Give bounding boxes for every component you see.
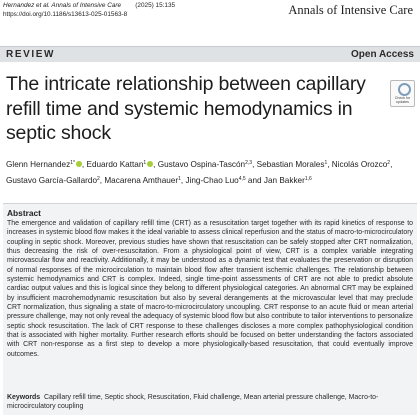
author-affiliation: 1,6 (304, 176, 312, 182)
author-affiliation: 4,5 (238, 176, 246, 182)
article-header (3, 2, 417, 26)
orcid-icon[interactable] (147, 161, 153, 167)
author-name-text: Macarena Amthauer (104, 176, 179, 185)
author-name-text: Jing-Chao Luo (185, 176, 239, 185)
journal-name: Annals of Intensive Care (288, 3, 413, 17)
author-list: Glenn Hernandez$^{1*}$ , Eduardo Kattan$^1$ , Gustavo Ospina-Tascón$^{2,3}$, Sebastian Morales$^1$, Nicolás Orozco$^2$, Gustavo García-Gallardo$^2$, Macarena Amthauer$^1$, Jing-Chao Luo$^{4,5}$ and Jan Bakker$^{1,6}$ (6, 160, 393, 185)
author-affiliation: 2,3 (245, 160, 253, 166)
author-name-text: Sebastian Morales (256, 160, 325, 169)
abstract-text: The emergence and validation of capillary refill time (CRT) as a resuscitation target together with its rapid kinetics of response to increases in systemic blood flow makes it the ideal variable to assess clinical reperfusion and the status of macro-to-microcirculatory coupling in septic shock. Moreover, previous studies have shown that resuscitation can be safely stopped after CRT normalization, thus decreasing the risk of over-resuscitation. From a physiological point of view, CRT is a complex variable integrating microvascular flow and reactivity. Additionally, it may be understood as a dynamic test that evaluates the preservation or disruption of normal responses of the microcirculation to maintain blood flow after transient ischemic challenges. The relationship between systemic hemodynamics and CRT is complex. Indeed, single time-point assessments of CRT are not able to predict absolute cardiac output values and this is logical since they belong to different physiological categories. An abnormal CRT may be explained by insufficient macrohemodynamic resuscitation but also by several derangements at the microvascular level that may preclude CRT normalization, thus signaling a state of macro-to-microcirculatory uncoupling. CRT response to an acute fluid or mean arterial pressure challenge, may not only reveal the adequacy of systemic blood flow but also contribute to tailor interventions to personalize septic shock resuscitation. The lack of CRT response to these challenges discloses a more complex pathophysiological condition that is associated with higher mortality. Further research efforts should be focused on better understanding the factors associated with CRT non-response as a first step to develop a more physiologically-based resuscitation, that could eventually improve outcomes. (7, 220, 413, 358)
author-name-text: Eduardo Kattan (86, 160, 144, 169)
author-name-text: Nicolás Orozco (331, 160, 388, 169)
citation-block (3, 2, 175, 19)
article-title: The intricate relationship between capillary refill time and systemic hemodynamics in septic shock (6, 73, 366, 144)
orcid-icon[interactable] (76, 161, 82, 167)
author-name[interactable] (185, 176, 245, 185)
abstract-heading: Abstract (7, 208, 41, 218)
author-name[interactable] (6, 160, 82, 169)
open-access-label: Open Access (351, 49, 414, 60)
check-for-updates-badge[interactable] (390, 80, 415, 107)
keywords-list: Capillary refill time, Septic shock, Resuscitation, Fluid challenge, Mean arterial pressure challenge, Macro-to-microcirculatory coupling (7, 394, 379, 411)
author-name-text: Jan Bakker (263, 176, 305, 185)
article-type: REVIEW (6, 49, 56, 60)
author-affiliation: 1 (324, 160, 328, 166)
author-name-text: Glenn Hernandez (6, 160, 71, 169)
author-name-text: Gustavo Ospina-Tascón (157, 160, 246, 169)
citation-authors: Hernandez et al. Annals of Intensive Care (3, 2, 122, 9)
doi-link[interactable]: https://doi.org/10.1186/s13613-025-01563-8 (3, 10, 128, 18)
author-affiliation: 2 (97, 176, 100, 182)
author-affiliation: 2 (387, 160, 391, 166)
abstract-section (3, 203, 417, 415)
author-affiliation: 1 (178, 176, 181, 182)
author-name-text: Gustavo García-Gallardo (6, 176, 98, 185)
update-icon (398, 83, 411, 96)
check-for-updates-label: Check for updates (394, 96, 411, 104)
keywords-line (7, 393, 413, 412)
author-affiliation: 1* (70, 160, 75, 166)
keywords-label: Keywords (7, 394, 41, 401)
author-name[interactable] (257, 160, 328, 169)
author-name[interactable] (264, 176, 312, 185)
author-name[interactable] (86, 160, 153, 169)
author-name[interactable] (332, 160, 390, 169)
article-type-banner (0, 46, 420, 62)
author-name[interactable] (6, 176, 100, 185)
citation-year: (2025) 15:135 (135, 2, 176, 9)
author-name[interactable] (104, 176, 181, 185)
author-affiliation: 1 (143, 160, 147, 166)
author-name[interactable] (158, 160, 252, 169)
